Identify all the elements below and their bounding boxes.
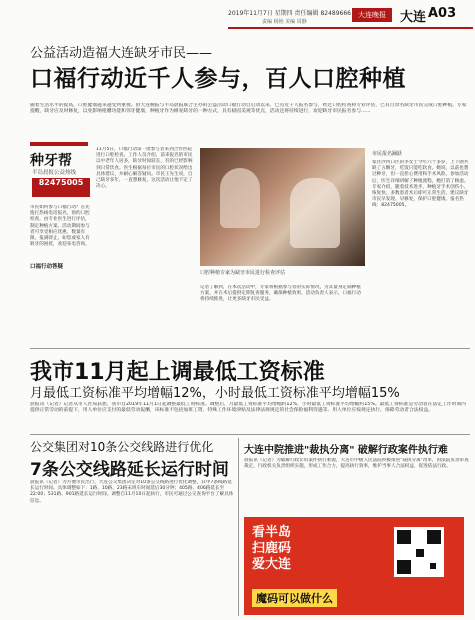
ad-brand: 魔码可以做什么 [252, 589, 337, 607]
column-section-title: 口福行动答疑 [30, 264, 64, 270]
column-text: 市民如何参与口福行动？首先拨打热线电话报名，预约口腔检查，由专业医生进行评估，制定种植方案。活动期间参与者可享受相应优惠，数量有限，报满即止。如您或家人有缺牙的困扰，欢迎来电咨询。 [30, 205, 90, 248]
section-divider [30, 348, 470, 349]
section-divider [30, 434, 470, 435]
bus-headline: 7条公交线路延长运行时间 [30, 460, 229, 480]
page-number: A03 [428, 6, 457, 21]
bus-kicker: 公交集团对10条公交线路进行优化 [30, 440, 214, 454]
hotline-number: 82475005 [38, 178, 84, 187]
ad-line-3: 爱大连 [252, 557, 292, 572]
column-subtitle: 半岛晨报公益热线 [32, 170, 77, 176]
column-divider [238, 438, 239, 616]
right-subhead: 市民报名踊跃 [372, 151, 403, 157]
column-name: 种牙帮 [30, 153, 72, 169]
ad-line-1: 看半岛 [252, 525, 292, 540]
justice-headline: 大连中院推进"裁执分离" 破解行政案件执行难 [244, 445, 448, 456]
bus-body: 晨报讯（记者）为方便市民出行，大连公交集团决定对10条公交线路进行优化调整，其中7条线路延长运行时间。具体调整如下：1路、10路、23路末班车时间延后30分钟；405路、406路延长至22:00；531路、901路延长运行时间。调整自11月10日起执行，市民可通过公交查询平台了解具体信息。 [30, 480, 234, 504]
ad-line-2: 扫鹿码 [252, 541, 292, 556]
lead-middle-text-2: 记者了解到，在本次活动中，专家将根据参与者的实际情况，为其量身定制种植方案，并在术后提供定期复查服务，确保种植效果。活动负责人表示，口福行动将持续推进，让更多缺牙市民受益。 [200, 285, 361, 303]
justice-body: 晨报讯（记者）为破解行政非诉案件执行难题，大连市中级人民法院积极推进"裁执分离"改革，由法院负责审查裁定，行政机关负责组织实施，形成工作合力，提高执行效率，维护当事人合法权益，促进依法行政。 [244, 458, 469, 470]
qr-code-icon[interactable] [394, 527, 444, 577]
wage-subheadline: 月最低工资标准平均增幅12%，小时最低工资标准平均增幅15% [30, 386, 400, 401]
ad-slogan [252, 525, 291, 573]
advertisement[interactable] [244, 517, 464, 615]
editor-credit: 责编 杨艳 美编 周静 [262, 19, 307, 25]
photo-caption: 口腔种植专家为缺牙市民进行检查评估 [200, 270, 286, 276]
lead-middle-text: 11月5日，口福行动第一批参与者来到合作医院进行口腔检查。工作人员介绍，前来报名的市民以中老年人居多，缺牙时间较长，有的已经影响到日常饮食。医生根据每位市民的口腔状况给出具体建议，并耐心解答疑问。市民王先生说，自己缺牙多年，一直想修复，这次活动让他下定了决心。 [96, 147, 193, 190]
wage-body: 晨报讯（记者）记者从市人社局获悉，我市自2019年11月1日起调整最低工资标准。调整后，月最低工资标准平均增幅约12%，小时最低工资标准平均增幅约15%。最低工资标准是劳动者在法定工作时间内提供正常劳动的前提下，用人单位应支付的最低劳动报酬，该标准不包括加班工资、特殊工作环境津贴及法律法规规定的社会保险福利待遇等。用人单位应按规定执行，保障劳动者合法权益。 [30, 402, 467, 414]
lead-right-text: 家住沙河口区的李女士今年六十多岁，上下颌共缺了五颗牙，吃饭只能吃软食。她说，以前也想过种牙，但一直担心费用和手术风险。参加活动后，医生详细讲解了种植流程，她打消了顾虑。专家介绍，随着技术进步，种植牙手术创伤小、恢复快，多数患者术后即可正常生活。建议缺牙市民早发现、早修复，保护口腔健康。报名热线：82475005。 [372, 160, 469, 209]
lead-body: 随着生活水平的提高，口腔健康越来越受到重视。由大连晚报与半岛晨报联合主办的公益活动口福行动自启动以来，已有近千人报名参与，经过口腔检查和专业评估，已有百余名缺牙市民完成口腔种植。专家提醒，缺牙应及时修复，以免影响咀嚼功能和邻牙健康，种植牙作为修复缺牙的一种方式，具有稳固美观等优点，活动还将持续进行，欢迎缺牙市民报名参与…… [30, 103, 467, 115]
section-name: 大连 [400, 10, 427, 25]
column-accent-bar [30, 142, 88, 146]
newspaper-logo: 大连晚报 [352, 8, 392, 22]
lead-headline: 口福行动近千人参与，百人口腔种植 [30, 66, 406, 92]
news-photo [200, 148, 365, 266]
lead-kicker: 公益活动造福大连缺牙市民—— [30, 46, 213, 61]
issue-date: 2019年11月7日 星期四 责任编辑 82489666 [228, 10, 351, 17]
hotline-box [32, 178, 90, 197]
wage-headline: 我市11月起上调最低工资标准 [30, 360, 325, 385]
header-rule [228, 27, 473, 29]
